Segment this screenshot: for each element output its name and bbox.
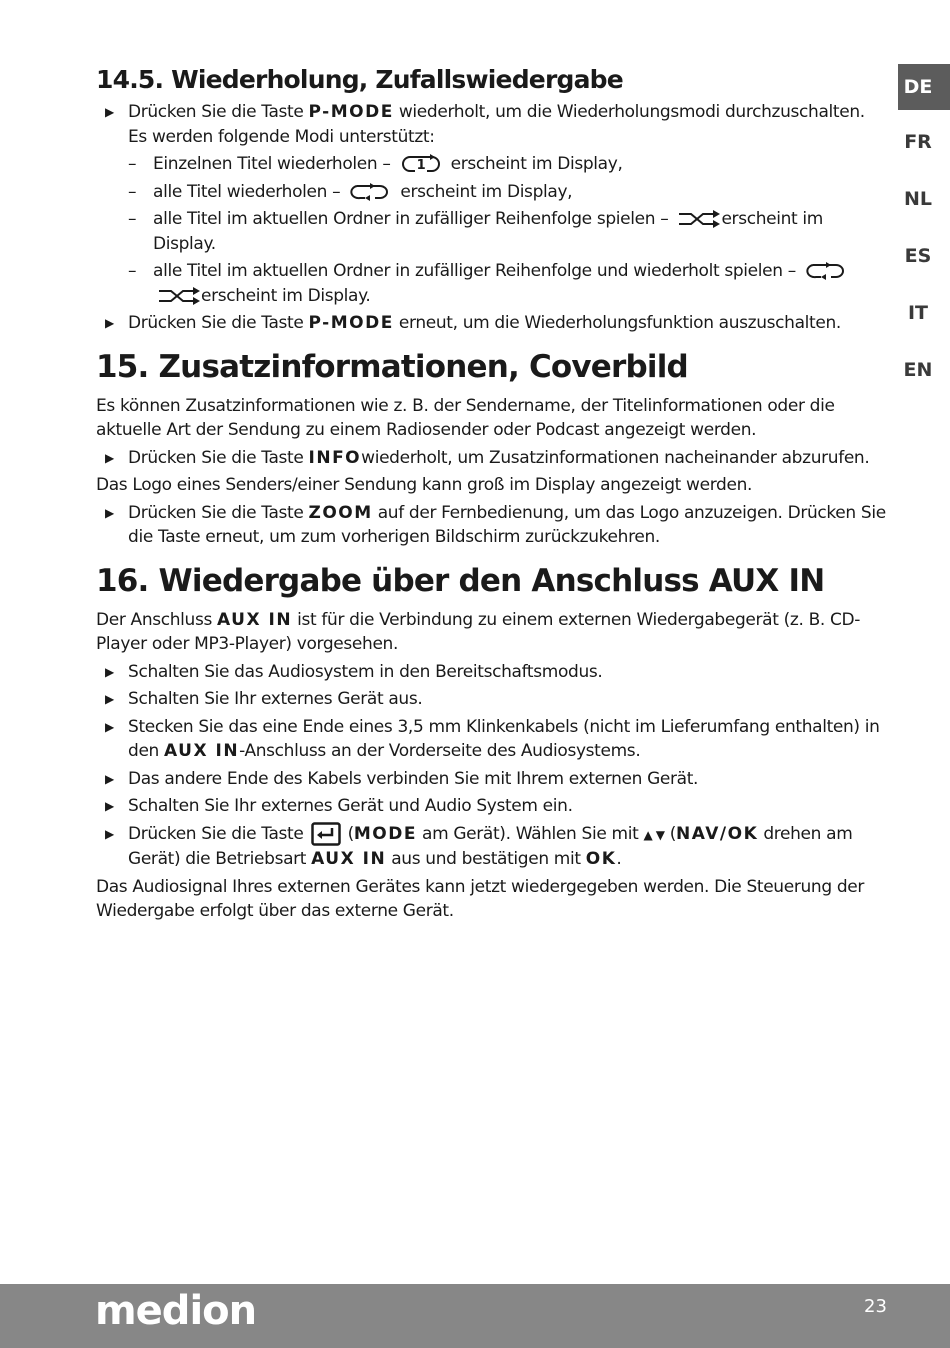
lang-tab-es[interactable]: ES: [904, 245, 932, 267]
text: aus und bestätigen mit: [386, 849, 586, 869]
key-nav-ok: NAV/OK: [676, 823, 759, 844]
text: wiederholt, um die Wiederholungsmodi durchzuschalten. Es werden folgende Modi unterstützt:: [128, 102, 865, 147]
lang-tab-fr[interactable]: FR: [904, 131, 932, 153]
page-number: 23: [864, 1296, 887, 1317]
text: Stecken Sie das eine Ende eines 3,5 mm Klinkenkabels (nicht im Lieferumfang enthalten) in den: [128, 716, 880, 761]
lang-tab-nl[interactable]: NL: [903, 188, 932, 210]
text: alle Titel im aktuellen Ordner in zufälliger Reihenfolge und wiederholt spielen –: [153, 261, 796, 281]
list-item: [96, 446, 886, 471]
mode-enter-icon: [311, 822, 341, 846]
text: Das andere Ende des Kabels verbinden Sie mit Ihrem externen Gerät.: [128, 768, 699, 789]
key-p-mode: P-MODE: [308, 102, 394, 122]
up-down-arrows-icon: ▲ ▼: [643, 827, 665, 842]
key-p-mode: P-MODE: [308, 313, 394, 333]
text: Schalten Sie Ihr externes Gerät und Audio System ein.: [128, 796, 573, 816]
bullet-arrow-icon: ▶: [105, 692, 114, 706]
list-item: [96, 767, 886, 792]
text: Drücken Sie die Taste: [128, 447, 309, 468]
list-item: [96, 715, 886, 764]
section-15-heading: 15. Zusatzinformationen, Coverbild: [96, 348, 688, 385]
shuffle-icon: [677, 208, 721, 230]
list-subitem: [96, 207, 886, 256]
bullet-arrow-icon: ▶: [105, 826, 114, 841]
bullet-arrow-icon: ▶: [105, 505, 114, 520]
key-aux-in: AUX IN: [311, 849, 387, 869]
text: (: [347, 823, 354, 844]
lang-tab-de[interactable]: DE: [898, 64, 950, 110]
repeat-all-icon: [349, 181, 391, 203]
text: auf der Fernbedienung, um das Logo anzuzeigen. Drücken Sie die Taste erneut, um zum vorherigen Bildschirm zurückzukehren.: [128, 502, 886, 547]
key-aux-in: AUX IN: [164, 741, 240, 761]
page-footer: [0, 1284, 950, 1348]
list-item: [96, 660, 886, 685]
shuffle-icon: [157, 285, 201, 307]
text: Schalten Sie Ihr externes Gerät aus.: [128, 689, 423, 709]
list-item: [96, 822, 886, 872]
bullet-arrow-icon: ▶: [105, 664, 114, 679]
language-tabs: [898, 64, 950, 402]
text: Schalten Sie das Audiosystem in den Bereitschaftsmodus.: [128, 661, 603, 682]
text: erscheint im Display.: [153, 209, 823, 254]
paragraph: Es können Zusatzinformationen wie z. B. der Sendername, der Titelinformationen oder die aktuelle Art der Sendung zu einem Radiosender oder Podcast angezeigt werden.: [96, 395, 835, 440]
paragraph: Das Audiosignal Ihres externen Gerätes kann jetzt wiedergegeben werden. Die Steuerung der Wiedergabe erfolgt über das externe Gerät.: [96, 876, 865, 921]
list-item: [96, 311, 886, 336]
text: erscheint im Display,: [450, 154, 623, 174]
text: am Gerät). Wählen Sie mit: [416, 823, 644, 844]
dash-mark: –: [128, 261, 137, 281]
text: alle Titel im aktuellen Ordner in zufälliger Reihenfolge spielen –: [153, 209, 669, 229]
text: erneut, um die Wiederholungsfunktion auszuschalten.: [393, 313, 841, 333]
lang-tab-en[interactable]: EN: [903, 359, 933, 381]
list-item: [96, 501, 886, 550]
text: drehen am Gerät) die Betriebsart: [128, 823, 853, 869]
section-14-5-heading: 14.5. Wiederholung, Zufallswiedergabe: [96, 65, 623, 94]
bullet-arrow-icon: ▶: [105, 771, 114, 786]
bullet-arrow-icon: ▶: [105, 719, 114, 734]
key-mode: MODE: [353, 823, 417, 844]
key-aux-in: AUX IN: [217, 609, 293, 630]
text: Drücken Sie die Taste: [128, 102, 309, 122]
bullet-arrow-icon: ▶: [105, 799, 114, 813]
text: erscheint im Display,: [400, 181, 573, 202]
text: alle Titel wiederholen –: [153, 181, 341, 202]
text: Der Anschluss: [96, 609, 218, 630]
list-item: [96, 794, 886, 819]
list-subitem: [96, 152, 886, 177]
text: erscheint im Display.: [201, 285, 371, 306]
text: ist für die Verbindung zu einem externen Wiedergabegerät (z. B. CD-Player oder MP3-Player) vorgesehen.: [96, 609, 861, 654]
list-item: [96, 100, 886, 149]
bullet-arrow-icon: ▶: [105, 450, 114, 465]
key-ok: OK: [585, 849, 617, 869]
text: wiederholt, um Zusatzinformationen nacheinander abzurufen.: [361, 447, 870, 468]
key-zoom: ZOOM: [308, 502, 373, 523]
dash-mark: –: [128, 181, 137, 202]
list-item: [96, 687, 886, 712]
text: Drücken Sie die Taste: [128, 313, 309, 333]
bullet-arrow-icon: ▶: [105, 316, 114, 330]
repeat-one-icon: [400, 153, 442, 175]
text: (: [664, 823, 677, 844]
bullet-arrow-icon: ▶: [105, 105, 114, 119]
text: -Anschluss an der Vorderseite des Audiosystems.: [239, 741, 641, 761]
medion-logo: medion: [95, 1288, 257, 1334]
key-info: INFO: [308, 447, 362, 468]
dash-mark: –: [128, 209, 137, 229]
list-subitem: [96, 259, 886, 308]
list-subitem: [96, 180, 886, 205]
lang-tab-it[interactable]: IT: [907, 302, 929, 324]
paragraph: Das Logo eines Senders/einer Sendung kann groß im Display angezeigt werden.: [96, 475, 753, 495]
page-content: [96, 62, 886, 927]
text: .: [616, 849, 622, 869]
dash-mark: –: [128, 154, 137, 174]
text: Drücken Sie die Taste: [128, 502, 309, 523]
svg-text:1: 1: [416, 158, 425, 173]
repeat-all-icon: [805, 260, 847, 282]
text: Einzelnen Titel wiederholen –: [153, 154, 391, 174]
paragraph: [96, 608, 886, 657]
text: Drücken Sie die Taste: [128, 823, 304, 844]
section-16-heading: 16. Wiedergabe über den Anschluss AUX IN: [96, 562, 825, 599]
